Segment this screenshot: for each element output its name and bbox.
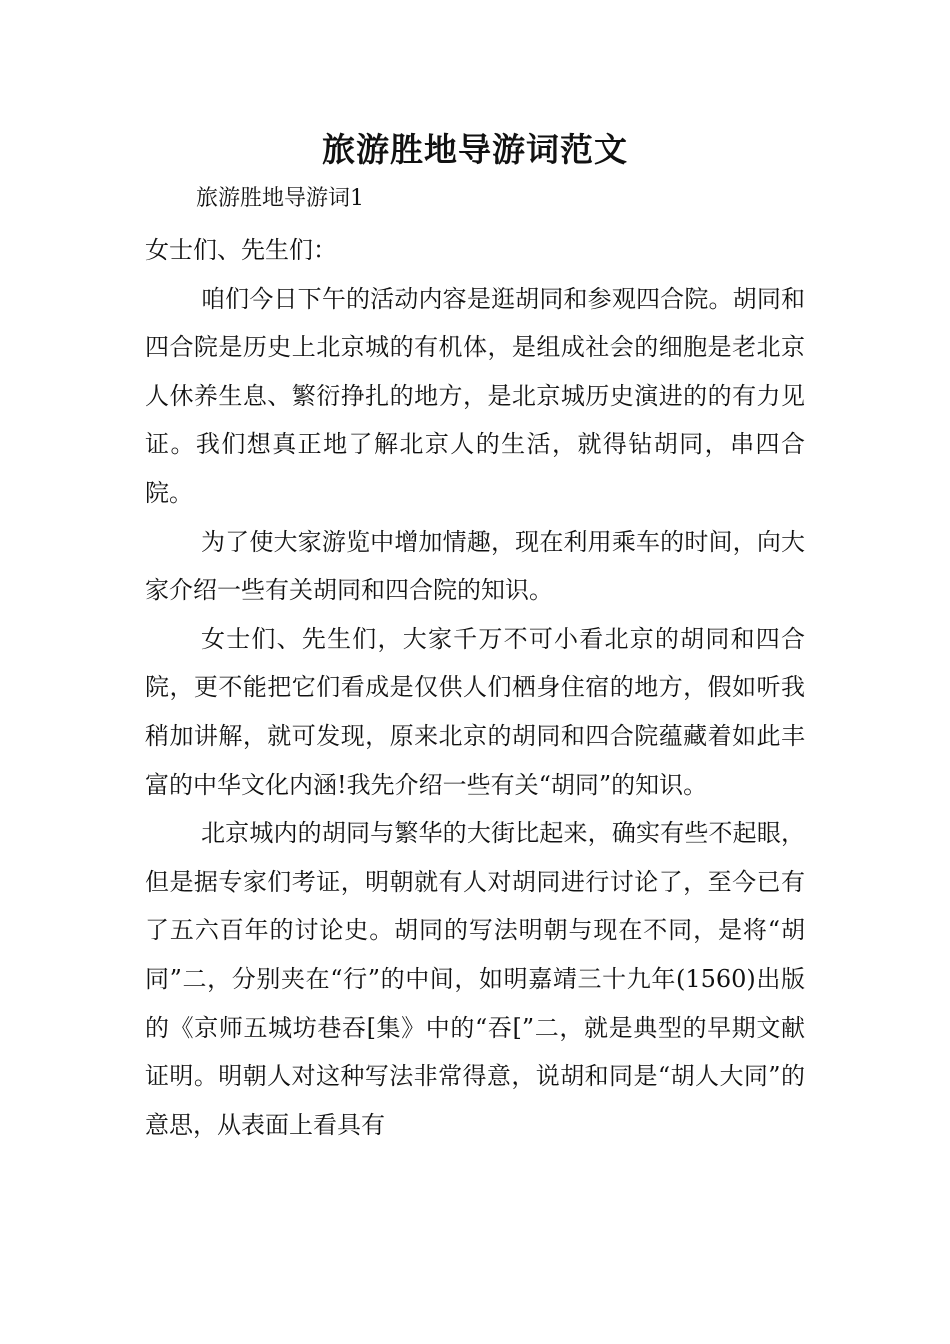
body-paragraph: 女士们、先生们，大家千万不可小看北京的胡同和四合院，更不能把它们看成是仅供人们栖身住宿的地方，假如听我稍加讲解，就可发现，原来北京的胡同和四合院蕴藏着如此丰富的中华文化内涵!我先介绍一些有关“胡同”的知识。 [145,624,805,799]
body-paragraph: 为了使大家游览中增加情趣，现在利用乘车的时间，向大家介绍一些有关胡同和四合院的知识。 [145,527,805,605]
document-title: 旅游胜地导游词范文 [322,130,628,169]
body-paragraph: 咱们今日下午的活动内容是逛胡同和参观四合院。胡同和四合院是历史上北京城的有机体，是组成社会的细胞是老北京人休养生息、繁衍挣扎的地方，是北京城历史演进的的有力见证。我们想真正地了解北京人的生活，就得钻胡同，串四合院。 [145,284,805,507]
body-paragraph: 北京城内的胡同与繁华的大街比起来，确实有些不起眼，但是据专家们考证，明朝就有人对胡同进行讨论了，至今已有了五六百年的讨论史。胡同的写法明朝与现在不同，是将“胡同”二，分别夹在“行”的中间，如明嘉靖三十九年(1560)出版的《京师五城坊巷吞[集》中的“吞[”二，就是典型的早期文献证明。明朝人对这种写法非常得意，说胡和同是“胡人大同”的意思，从表面上看具有 [145,819,805,1139]
document-body [145,226,805,1149]
salutation-paragraph: 女士们、先生们： [145,236,337,264]
document-subtitle: 旅游胜地导游词1 [196,186,364,211]
